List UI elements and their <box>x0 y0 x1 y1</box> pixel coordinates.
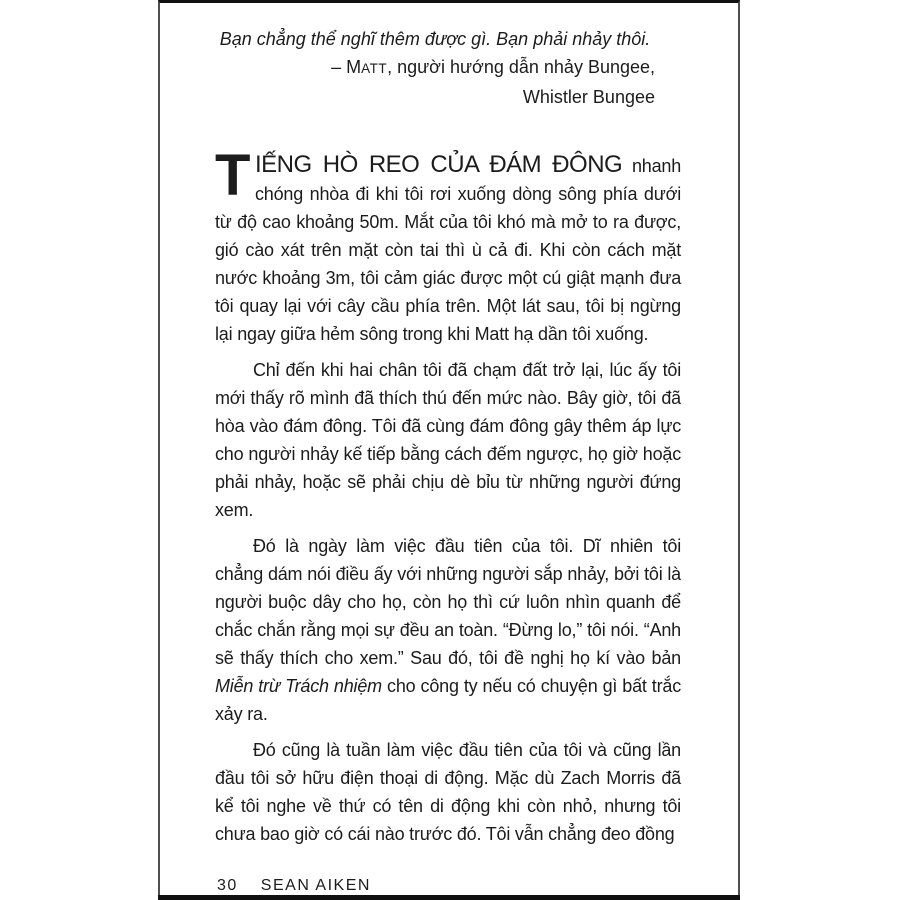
running-footer-author: SEAN AIKEN <box>260 877 371 894</box>
paragraph-1 <box>215 143 682 348</box>
paragraph-1-text: nhanh chóng nhòa đi khi tôi rơi xuống dòng sông phía dưới từ độ cao khoảng 50m. Mắt của tôi khó mà mở to ra được, gió cào xát trên mặt còn tai thì ù cả đi. Khi còn cách mặt nước khoảng 3m, tôi cảm giác được một cú giật mạnh đưa tôi quay lại với cây cầu phía trên. Một lát sau, tôi bị ngừng lại ngay giữa hẻm sông trong khi Matt hạ dần tôi xuống. <box>215 156 682 344</box>
epigraph-attribution <box>215 53 655 83</box>
paragraph-3-text-before: Đó là ngày làm việc đầu tiên của tôi. Dĩ nhiên tôi chẳng dám nói điều ấy với những người sắp nhảy, bởi tôi là người buộc dây cho họ, còn họ thì cứ luôn nhìn quanh để chắc chắn rằng mọi sự đều an toàn. “Đừng lo,” tôi nói. “Anh sẽ thấy thích cho xem.” Sau đó, tôi đề nghị họ kí vào bản <box>215 536 681 668</box>
attribution-role: , người hướng dẫn nhảy Bungee, <box>387 57 655 77</box>
paragraph-4: Đó cũng là tuần làm việc đầu tiên của tôi và cũng lần đầu tôi sở hữu điện thoại di động. Mặc dù Zach Morris đã kể tôi nghe về thứ có tên di động khi còn nhỏ, nhưng tôi chưa bao giờ có cái nào trước đó. Tôi vẫn chẳng đeo đồng <box>215 740 681 844</box>
page-content <box>215 25 681 848</box>
paragraph-3-text-after: cho công ty nếu có chuyện gì bất trắc xảy ra. <box>215 676 682 724</box>
waiver-document-title: Miễn trừ Trách nhiệm <box>215 676 382 696</box>
page-footer <box>217 877 371 895</box>
epigraph-quote: Bạn chẳng thể nghĩ thêm được gì. Bạn phải nhảy thôi. <box>219 29 651 49</box>
paragraph-2: Chỉ đến khi hai chân tôi đã chạm đất trở lại, lúc ấy tôi mới thấy rõ mình đã thích thú đến mức nào. Bây giờ, tôi đã hòa vào đám đông. Tôi đã cùng đám đông gây thêm áp lực cho người nhảy kế tiếp bằng cách đếm ngược, họ giờ hoặc phải nhảy, hoặc sẽ phải chịu dè bỉu từ những người đứng xem. <box>215 360 681 520</box>
book-page <box>158 0 740 900</box>
lead-in-caps: IẾNG HÒ REO CỦA ĐÁM ĐÔNG <box>255 151 623 178</box>
attribution-dash: – <box>331 57 347 77</box>
drop-cap: T <box>215 143 251 208</box>
attribution-name-initial: M <box>346 57 362 77</box>
page-bottom-edge <box>158 895 740 900</box>
epigraph-source: Whistler Bungee <box>522 87 655 107</box>
epigraph <box>215 25 655 111</box>
paragraph-3 <box>215 532 681 728</box>
attribution-name-smallcaps: ATT <box>361 61 388 76</box>
page-number: 30 <box>217 877 238 894</box>
